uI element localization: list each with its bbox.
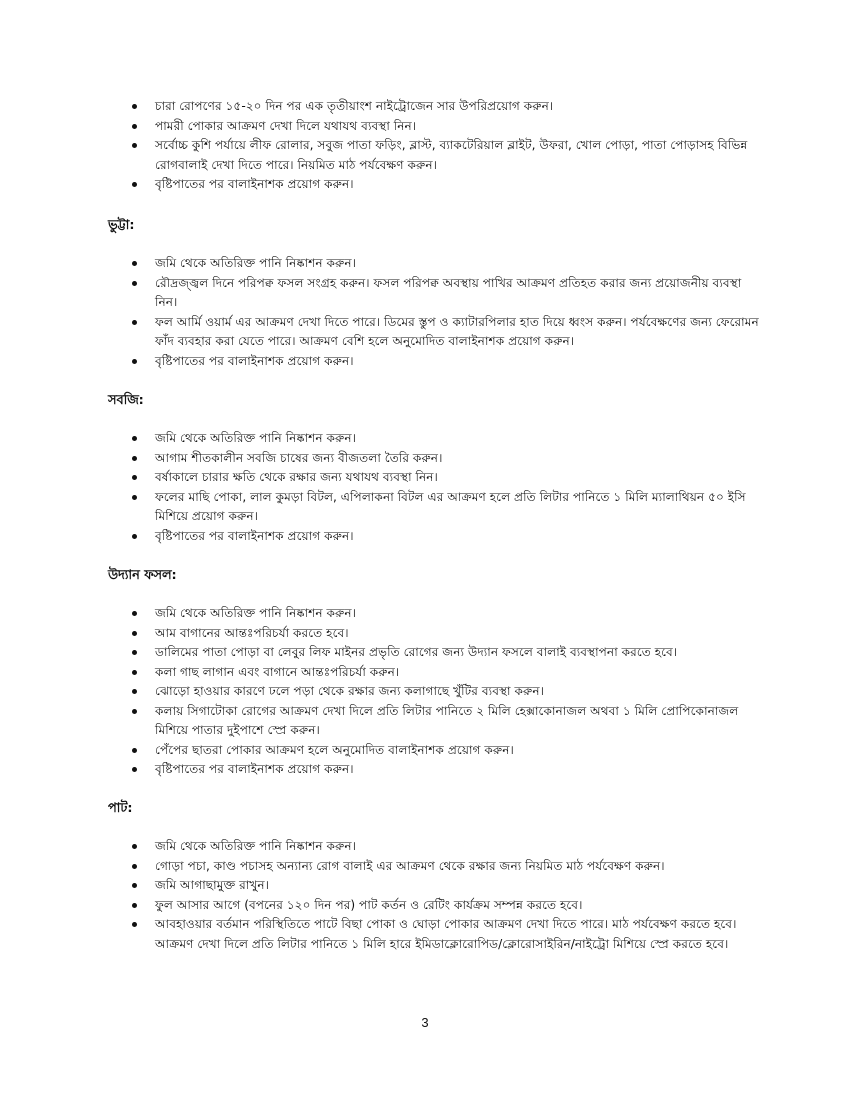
list-item: ঝোড়ো হাওয়ার কারণে ঢলে পড়া থেকে রক্ষার জন্য কলাগাছে খুঁটির ব্যবস্থা করুন। — [0, 682, 850, 702]
list-item: ফুল আসার আগে (বপনের ১২০ দিন পর) পাট কর্তন ও রেটিং কার্যক্রম সম্পন্ন করতে হবে। — [0, 896, 850, 916]
list-item: বৃষ্টিপাতের পর বালাইনাশক প্রয়োগ করুন। — [0, 527, 850, 547]
vegetables-list — [0, 429, 850, 546]
horticulture-list — [0, 604, 850, 780]
list-item: আম বাগানের আন্তঃপরিচর্যা করতে হবে। — [0, 624, 850, 644]
list-item: আবহাওয়ার বর্তমান পরিস্থিতিতে পাটে বিছা পোকা ও ঘোড়া পোকার আক্রমণ দেখা দিতে পারে। মাঠ পর্যবেক্ষণ করতে হবে। আক্রমণ দেখা দিলে প্রতি লিটার পানিতে ১ মিলি হারে ইমিডাক্লোরোপিড/ক্লোরোসাইরিন/নাইট্রো মিশিয়ে স্প্রে করতে হবে। — [0, 915, 850, 954]
section-heading-horticulture: উদ্যান ফসল: — [108, 568, 177, 583]
list-item: ফলের মাছি পোকা, লাল কুমড়া বিটল, এপিলাকনা বিটল এর আক্রমণ হলে প্রতি লিটার পানিতে ১ মিলি ম্যালাথিয়ন ৫০ ইসি মিশিয়ে প্রয়োগ করুন। — [0, 488, 850, 527]
rice-list — [0, 97, 850, 195]
section-heading-maize: ভুট্টা: — [108, 218, 135, 233]
list-item: চারা রোপণের ১৫-২০ দিন পর এক তৃতীয়াংশ নাইট্রোজেন সার উপরিপ্রয়োগ করুন। — [0, 97, 850, 117]
list-item: বৃষ্টিপাতের পর বালাইনাশক প্রয়োগ করুন। — [0, 760, 850, 780]
list-item: রৌদ্রজ্জ্বল দিনে পরিপক্ব ফসল সংগ্রহ করুন। ফসল পরিপক্ব অবস্থায় পাখির আক্রমণ প্রতিহত করার জন্য প্রয়োজনীয় ব্যবস্থা নিন। — [0, 274, 850, 313]
list-item: জমি আগাছামুক্ত রাখুন। — [0, 876, 850, 896]
list-item: জমি থেকে অতিরিক্ত পানি নিষ্কাশন করুন। — [0, 429, 850, 449]
list-item: সর্বোচ্চ কুশি পর্যায়ে লীফ রোলার, সবুজ পাতা ফড়িং, ব্লাস্ট, ব্যাকটেরিয়াল ব্লাইট, উফরা, খোল পোড়া, পাতা পোড়াসহ বিভিন্ন রোগবালাই দেখা দিতে পারে। নিয়মিত মাঠ পর্যবেক্ষণ করুন। — [0, 136, 850, 175]
jute-list — [0, 837, 850, 954]
list-item: বৃষ্টিপাতের পর বালাইনাশক প্রয়োগ করুন। — [0, 175, 850, 195]
list-item: আগাম শীতকালীন সবজি চাষের জন্য বীজতলা তৈরি করুন। — [0, 449, 850, 469]
list-item: কলায় সিগাটোকা রোগের আক্রমণ দেখা দিলে প্রতি লিটার পানিতে ২ মিলি হেক্সাকোনাজল অথবা ১ মিলি প্রোপিকোনাজল মিশিয়ে পাতার দুইপাশে স্প্রে করুন। — [0, 702, 850, 741]
list-item: জমি থেকে অতিরিক্ত পানি নিষ্কাশন করুন। — [0, 604, 850, 624]
section-heading-jute: পাট: — [108, 801, 133, 816]
list-item: ডালিমের পাতা পোড়া বা লেবুর লিফ মাইনর প্রভৃতি রোগের জন্য উদ্যান ফসলে বালাই ব্যবস্থাপনা করতে হবে। — [0, 643, 850, 663]
list-item: বৃষ্টিপাতের পর বালাইনাশক প্রয়োগ করুন। — [0, 352, 850, 372]
list-item: কলা গাছ লাগান এবং বাগানে আন্তঃপরিচর্যা করুন। — [0, 663, 850, 683]
section-heading-vegetables: সবজি: — [108, 393, 144, 408]
page-number: 3 — [421, 1015, 429, 1030]
list-item: গোড়া পচা, কাণ্ড পচাসহ অন্যান্য রোগ বালাই এর আক্রমণ থেকে রক্ষার জন্য নিয়মিত মাঠ পর্যবেক্ষণ করুন। — [0, 857, 850, 877]
list-item: ফল আর্মি ওয়ার্ম এর আক্রমণ দেখা দিতে পারে। ডিমের স্তুপ ও ক্যাটারপিলার হাত দিয়ে ধ্বংস করুন। পর্যবেক্ষণের জন্য ফেরোমন ফাঁদ ব্যবহার করা যেতে পারে। আক্রমণ বেশি হলে অনুমোদিত বালাইনাশক প্রয়োগ করুন। — [0, 313, 850, 352]
list-item: জমি থেকে অতিরিক্ত পানি নিষ্কাশন করুন। — [0, 837, 850, 857]
list-item: জমি থেকে অতিরিক্ত পানি নিষ্কাশন করুন। — [0, 254, 850, 274]
list-item: পামরী পোকার আক্রমণ দেখা দিলে যথাযথ ব্যবস্থা নিন। — [0, 117, 850, 137]
maize-list — [0, 254, 850, 371]
list-item: পেঁপের ছাতরা পোকার আক্রমণ হলে অনুমোদিত বালাইনাশক প্রয়োগ করুন। — [0, 741, 850, 761]
list-item: বর্ষাকালে চারার ক্ষতি থেকে রক্ষার জন্য যথাযথ ব্যবস্থা নিন। — [0, 468, 850, 488]
